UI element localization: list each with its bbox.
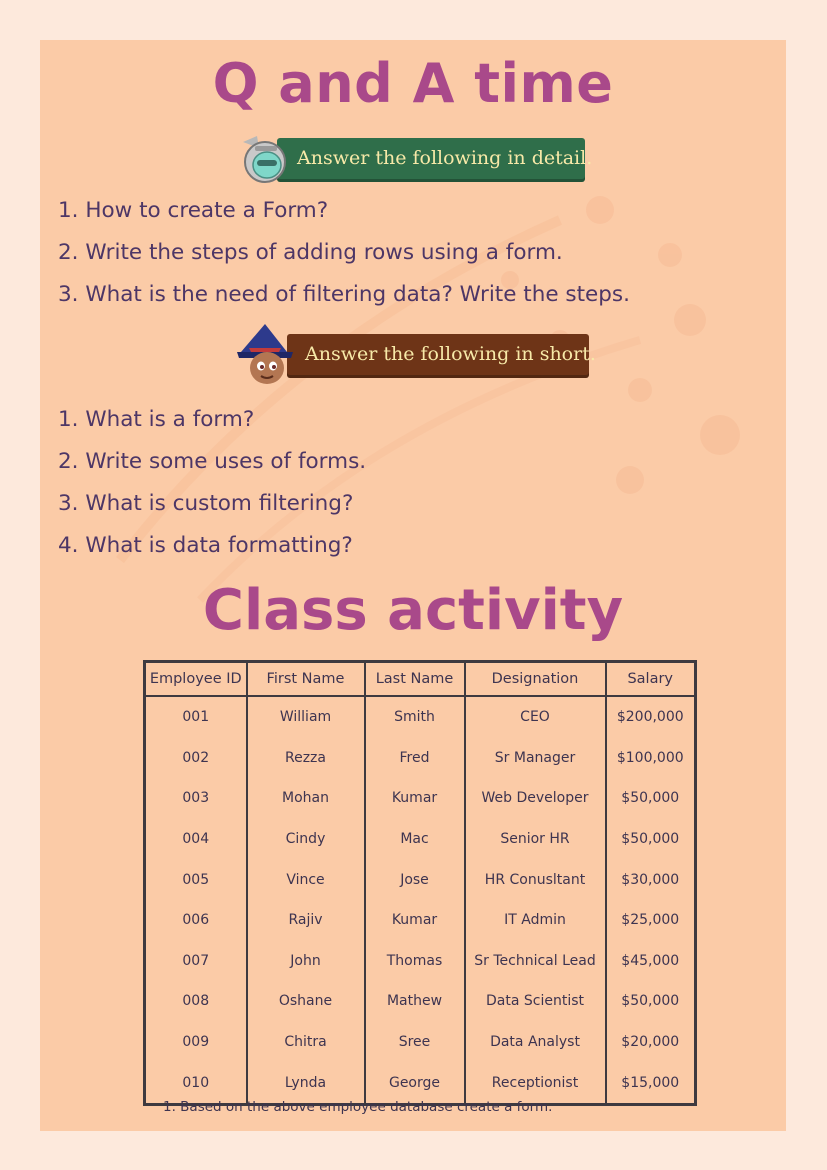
class-activity-title: Class activity xyxy=(202,578,624,643)
table-header-row xyxy=(145,662,696,697)
salary-cell: $25,000 xyxy=(606,900,696,941)
question-item: 3. What is the need of filtering data? Write the steps. xyxy=(58,282,630,307)
banner-label: Answer the following in detail. xyxy=(297,147,593,169)
last-name-cell: Thomas xyxy=(365,941,465,982)
designation-cell: CEO xyxy=(465,696,606,738)
first-name-cell: William xyxy=(247,696,365,738)
qa-title: Q and A time xyxy=(212,52,614,115)
employee-id-cell: 002 xyxy=(145,738,247,779)
activity-note: 1. Based on the above employee database create a form. xyxy=(163,1099,553,1115)
designation-cell: Web Developer xyxy=(465,778,606,819)
last-name-cell: Kumar xyxy=(365,778,465,819)
designation-cell: IT Admin xyxy=(465,900,606,941)
salary-cell: $50,000 xyxy=(606,778,696,819)
table-row xyxy=(145,900,696,941)
question-item: 2. Write some uses of forms. xyxy=(58,449,367,474)
salary-cell: $50,000 xyxy=(606,819,696,860)
employee-id-cell: 003 xyxy=(145,778,247,819)
designation-cell: Sr Technical Lead xyxy=(465,941,606,982)
short-banner xyxy=(235,328,595,384)
employee-table xyxy=(143,660,697,1106)
salary-cell: $100,000 xyxy=(606,738,696,779)
last-name-cell: Kumar xyxy=(365,900,465,941)
short-question-list xyxy=(58,399,366,567)
wizard-boy-icon xyxy=(235,322,299,386)
table-row xyxy=(145,1022,696,1063)
employee-id-cell: 005 xyxy=(145,859,247,900)
first-name-cell: Rajiv xyxy=(247,900,365,941)
first-name-cell: Cindy xyxy=(247,819,365,860)
first-name-cell: Oshane xyxy=(247,981,365,1022)
designation-cell: Sr Manager xyxy=(465,738,606,779)
column-header: Designation xyxy=(465,662,606,697)
detail-banner xyxy=(235,132,593,188)
question-item: 1. How to create a Form? xyxy=(58,198,329,223)
designation-cell: HR Conusltant xyxy=(465,859,606,900)
question-item: 3. What is custom filtering? xyxy=(58,491,354,516)
last-name-cell: Fred xyxy=(365,738,465,779)
first-name-cell: Chitra xyxy=(247,1022,365,1063)
employee-id-cell: 007 xyxy=(145,941,247,982)
salary-cell: $20,000 xyxy=(606,1022,696,1063)
table-row xyxy=(145,738,696,779)
first-name-cell: Mohan xyxy=(247,778,365,819)
designation-cell: Receptionist xyxy=(465,1062,606,1104)
table-row xyxy=(145,696,696,738)
column-header: Salary xyxy=(606,662,696,697)
employee-id-cell: 004 xyxy=(145,819,247,860)
table-row xyxy=(145,941,696,982)
first-name-cell: Rezza xyxy=(247,738,365,779)
last-name-cell: Sree xyxy=(365,1022,465,1063)
last-name-cell: George xyxy=(365,1062,465,1104)
column-header: First Name xyxy=(247,662,365,697)
designation-cell: Data Scientist xyxy=(465,981,606,1022)
table-row xyxy=(145,981,696,1022)
banner-label: Answer the following in short. xyxy=(305,343,596,365)
question-item: 2. Write the steps of adding rows using a form. xyxy=(58,240,563,265)
salary-cell: $45,000 xyxy=(606,941,696,982)
worksheet-page xyxy=(40,40,786,1131)
first-name-cell: Vince xyxy=(247,859,365,900)
employee-id-cell: 006 xyxy=(145,900,247,941)
last-name-cell: Mac xyxy=(365,819,465,860)
salary-cell: $200,000 xyxy=(606,696,696,738)
salary-cell: $30,000 xyxy=(606,859,696,900)
designation-cell: Data Analyst xyxy=(465,1022,606,1063)
salary-cell: $15,000 xyxy=(606,1062,696,1104)
question-item: 4. What is data formatting? xyxy=(58,533,353,558)
first-name-cell: Lynda xyxy=(247,1062,365,1104)
last-name-cell: Mathew xyxy=(365,981,465,1022)
column-header: Last Name xyxy=(365,662,465,697)
employee-id-cell: 010 xyxy=(145,1062,247,1104)
salary-cell: $50,000 xyxy=(606,981,696,1022)
first-name-cell: John xyxy=(247,941,365,982)
employee-id-cell: 009 xyxy=(145,1022,247,1063)
last-name-cell: Jose xyxy=(365,859,465,900)
last-name-cell: Smith xyxy=(365,696,465,738)
designation-cell: Senior HR xyxy=(465,819,606,860)
column-header: Employee ID xyxy=(145,662,247,697)
employee-id-cell: 001 xyxy=(145,696,247,738)
table-row xyxy=(145,859,696,900)
detail-question-list xyxy=(58,190,630,316)
table-row xyxy=(145,778,696,819)
employee-id-cell: 008 xyxy=(145,981,247,1022)
question-item: 1. What is a form? xyxy=(58,407,255,432)
robot-head-icon xyxy=(235,132,293,188)
table-row xyxy=(145,819,696,860)
